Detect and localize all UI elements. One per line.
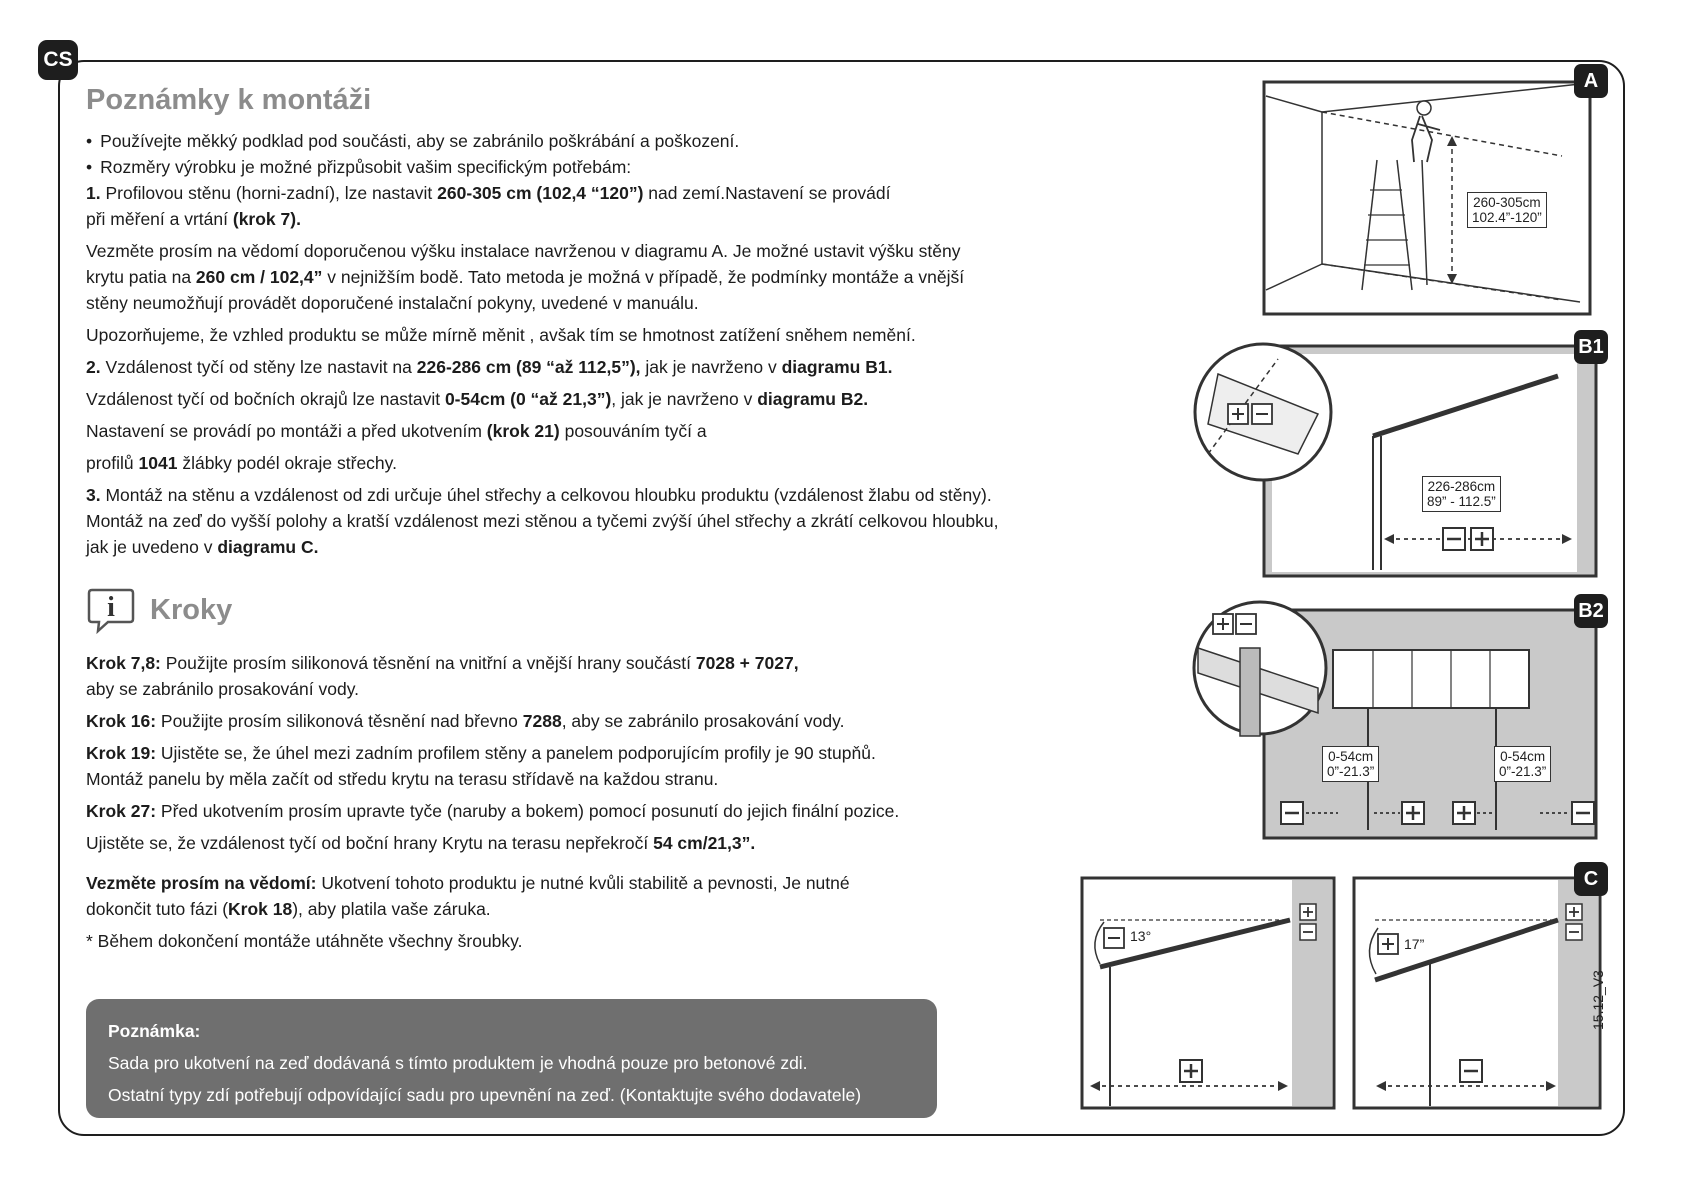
- dimension-label: 260-305cm 102.4”-120”: [1467, 192, 1547, 228]
- item-3: 3. Montáž na stěnu a vzdálenost od zdi určuje úhel střechy a celkovou hloubku produktu (vzdálenost žlabu od stěny). Montáž na zeď do vyšší polohy a kratší vzdálenost mezi stěnou a tyčemi zvýší úhel střechy a zkrátí celkovou hloubku, jak je uvedeno v diagramu C.: [86, 485, 999, 557]
- item-2-adjust: Nastavení se provádí po montáži a před ukotvením (krok 21) posouváním tyčí a: [86, 421, 707, 441]
- step-7-8: Krok 7,8: Použijte prosím silikonová těsnění na vnitřní a vnější hrany součástí 7028 + 7027, aby se zabránilo prosakování vody.: [86, 653, 799, 699]
- diagram-b1: [1178, 334, 1603, 580]
- diagram-c: [1080, 862, 1602, 1110]
- dimension-label-right: 0-54cm 0”-21.3”: [1494, 746, 1551, 782]
- item-2-side: Vzdálenost tyčí od bočních okrajů lze nastavit 0-54cm (0 “až 21,3”), jak je navrženo v diagramu B2.: [86, 389, 869, 409]
- bullet-item: • Používejte měkký podklad pod součásti, aby se zabránilo poškrábání a poškození.: [86, 128, 1086, 154]
- bullet-item: • Rozměry výrobku je možné přizpůsobit vašim specifickým potřebám:: [86, 154, 1086, 180]
- item-2-profiles: profilů 1041 žlábky podél okraje střechy.: [86, 453, 397, 473]
- diagram-b2: [1178, 598, 1603, 842]
- svg-text:i: i: [107, 592, 115, 623]
- note-title: Poznámka:: [108, 1021, 201, 1041]
- diagram-badge-b1: B1: [1574, 330, 1608, 364]
- diagram-a: [1262, 69, 1599, 316]
- section-title-assembly-notes: Poznámky k montáži: [86, 84, 372, 116]
- angle-label-left: 13°: [1130, 928, 1152, 944]
- info-icon: [86, 586, 136, 634]
- angle-label-right: 17”: [1404, 936, 1425, 952]
- diagram-badge-b2: B2: [1574, 594, 1608, 628]
- language-badge: CS: [38, 40, 78, 80]
- footnote: * Během dokončení montáže utáhněte všechny šroubky.: [86, 931, 523, 951]
- dimension-label: 226-286cm 89” - 112.5”: [1422, 476, 1501, 512]
- version-label: 15.12_V3: [1590, 970, 1606, 1030]
- step-27-line2: Ujistěte se, že vzdálenost tyčí od boční hrany Krytu na terasu nepřekročí 54 cm/21,3”.: [86, 833, 756, 853]
- note-line: Sada pro ukotvení na zeď dodávaná s tímto produktem je vhodná pouze pro betonové zdi.: [108, 1053, 808, 1073]
- dimension-label-left: 0-54cm 0”-21.3”: [1322, 746, 1379, 782]
- note-box: [86, 999, 937, 1118]
- item-1: 1. Profilovou stěnu (horni-zadní), lze nastavit 260-305 cm (102,4 “120”) nad zemí.Nastavení se provádí při měření a vrtání (krok 7).: [86, 183, 891, 229]
- steps-header: [86, 586, 1086, 634]
- section-title-steps: Kroky: [150, 594, 233, 626]
- notice: Vezměte prosím na vědomí: Ukotvení tohoto produktu je nutné kvůli stabilitě a pevnosti, Je nutné dokončit tuto fázi (Krok 18), aby platila vaše záruka.: [86, 873, 850, 919]
- step-19: Krok 19: Ujistěte se, že úhel mezi zadním profilem stěny a panelem podporujícím profily je 90 stupňů. Montáž panelu by měla začít od středu krytu na terasu střídavě na každou stranu.: [86, 743, 876, 789]
- item-2: 2. Vzdálenost tyčí od stěny lze nastavit na 226-286 cm (89 “až 112,5”), jak je navrženo v diagramu B1.: [86, 357, 893, 377]
- diagram-badge-a: A: [1574, 64, 1608, 98]
- note-line: Ostatní typy zdí potřebují odpovídající sadu pro upevnění na zeď. (Kontaktujte svého dodavatele): [108, 1085, 862, 1105]
- step-27: Krok 27: Před ukotvením prosím upravte tyče (naruby a bokem) pomocí posunutí do jejich finální pozice.: [86, 801, 900, 821]
- step-16: Krok 16: Použijte prosím silikonová těsnění nad břevno 7288, aby se zabránilo prosakování vody.: [86, 711, 845, 731]
- warning-text: Upozorňujeme, že vzhled produktu se může mírně měnit , avšak tím se hmotnost zatížení sněhem nemění.: [86, 325, 916, 345]
- instructions-content: [86, 82, 1086, 960]
- paragraph-diagram-a: Vezměte prosím na vědomí doporučenou výšku instalace navrženou v diagramu A. Je možné ustavit výšku stěny krytu patia na 260 cm / 102,4” v nejnižším bodě. Tato metoda je možná v případě, že podmínky montáže a vnější stěny neumožňují provádět doporučené instalační pokyny, uvedené v manuálu.: [86, 241, 965, 313]
- diagram-badge-c: C: [1574, 862, 1608, 896]
